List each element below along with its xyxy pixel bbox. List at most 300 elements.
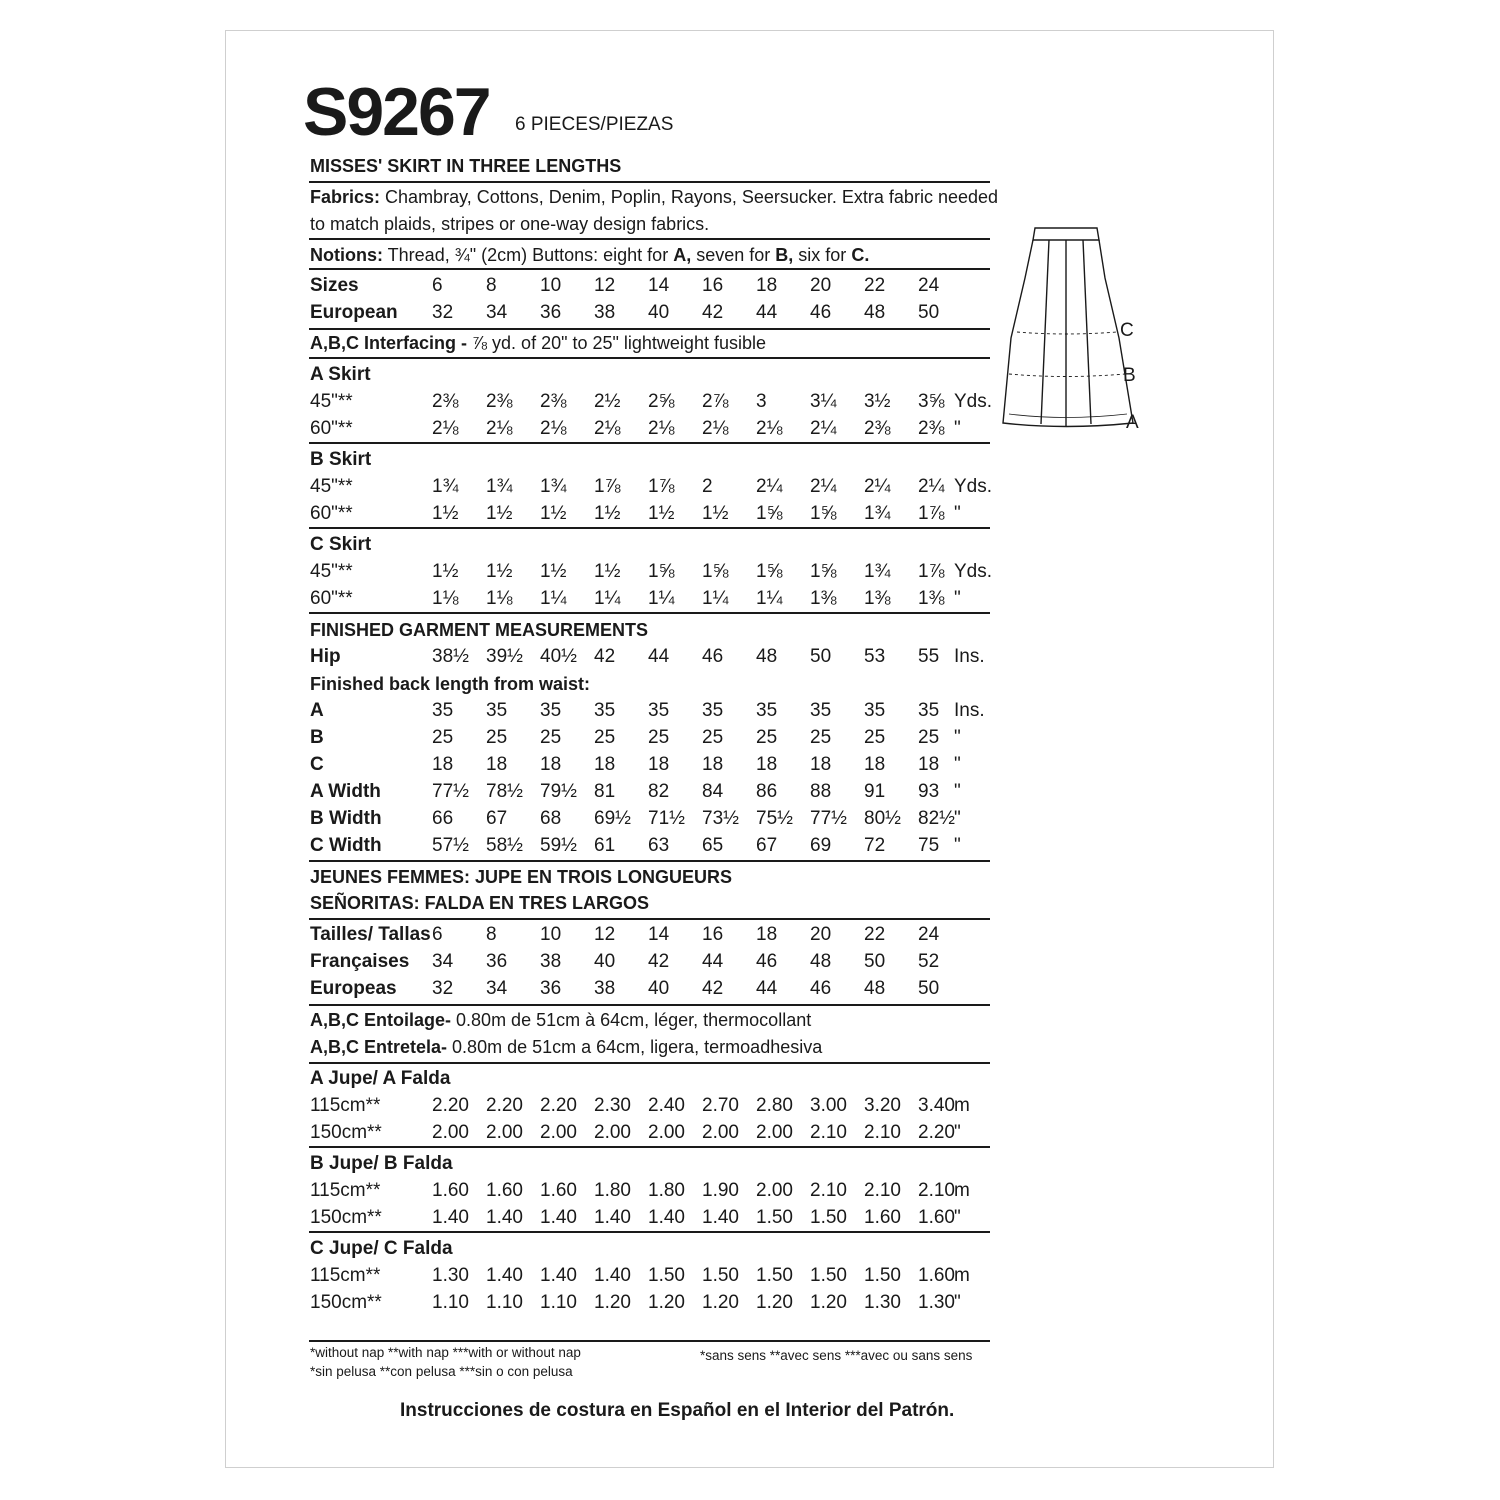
cell-value: 6 [432,275,443,296]
cell-value: 32 [432,978,454,999]
cell-value: 42 [702,978,724,999]
finished-measurements-title: FINISHED GARMENT MEASUREMENTS [310,620,649,640]
cell-value: 25 [540,727,562,748]
cell-value: 46 [810,302,832,323]
cell-value: 69½ [594,808,631,829]
cell-value: 1½ [594,561,621,582]
cell-value: 1.10 [540,1292,577,1313]
view-a-label: A [1126,412,1139,433]
cell-value: 71½ [648,808,685,829]
instructions-note: Instrucciones de costura en Español en el Interior del Patrón. [400,1400,955,1421]
row-label: C [310,754,324,775]
cell-value: 2¼ [864,476,891,497]
cell-value: 86 [756,781,778,802]
cell-value: 18 [432,754,454,775]
cell-value: 1.50 [864,1265,901,1286]
cell-value: 44 [756,302,778,323]
cell-value: 22 [864,275,886,296]
cell-value: 2.00 [432,1122,469,1143]
cell-value: 93 [918,781,940,802]
cell-value: 1⅝ [756,503,783,524]
cell-value: 1⅜ [810,588,837,609]
cell-value: 2⅜ [864,418,891,439]
cell-value: 18 [648,754,670,775]
yardage-block-title: A Skirt [310,364,371,385]
cell-value: 18 [756,275,778,296]
cell-value: 1.60 [864,1207,901,1228]
cell-value: 8 [486,275,497,296]
cell-value: 25 [432,727,454,748]
cell-value: 38 [540,951,562,972]
cell-value: 12 [594,275,616,296]
cell-value: 2.40 [648,1095,685,1116]
cell-value: 1.20 [810,1292,847,1313]
row-label: 115cm** [310,1095,381,1116]
cell-value: 3¼ [810,391,837,412]
cell-value: 73½ [702,808,739,829]
cell-value: 2.00 [594,1122,631,1143]
notions-view-b: B, [775,245,794,265]
cell-value: 16 [702,275,724,296]
cell-value: 42 [702,302,724,323]
cell-value: 1⅝ [756,561,783,582]
row-unit: " [954,588,961,609]
cell-value: 35 [810,700,832,721]
cell-value: 2¼ [918,476,945,497]
cell-value: 44 [648,646,670,667]
cell-value: 18 [594,754,616,775]
cell-value: 2⅜ [486,391,513,412]
divider [309,181,990,183]
row-unit: " [954,503,961,524]
metric-block-title: A Jupe/ A Falda [310,1068,451,1089]
cell-value: 1⅞ [918,561,945,582]
skirt-outline [1003,240,1133,427]
cell-value: 2.10 [918,1180,955,1201]
cell-value: 10 [540,275,562,296]
cell-value: 34 [486,978,508,999]
cell-value: 35 [918,700,940,721]
cell-value: 1.40 [540,1207,577,1228]
cell-value: 53 [864,646,886,667]
row-label: Françaises [310,951,410,972]
footnote-english: *without nap **with nap ***with or without nap [310,1345,581,1360]
cell-value: 2 [702,476,713,497]
length-c-line [1017,332,1117,334]
cell-value: 25 [702,727,724,748]
cell-value: 32 [432,302,454,323]
cell-value: 1.30 [864,1292,901,1313]
cell-value: 50 [864,951,886,972]
length-b-line [1009,374,1125,377]
cell-value: 3.00 [810,1095,847,1116]
row-unit: m [954,1180,970,1201]
cell-value: 1.10 [486,1292,523,1313]
cell-value: 2⅜ [540,391,567,412]
cell-value: 8 [486,924,497,945]
cell-value: 25 [864,727,886,748]
cell-value: 1½ [540,561,567,582]
cell-value: 24 [918,275,940,296]
divider [309,1062,990,1064]
row-label: 45"** [310,476,353,497]
cell-value: 1.40 [702,1207,739,1228]
cell-value: 1.20 [594,1292,631,1313]
cell-value: 10 [540,924,562,945]
row-unit: Yds. [954,391,993,412]
entoilage-line [310,1010,811,1031]
divider [309,328,990,330]
row-unit: Yds. [954,476,993,497]
row-label: 150cm** [310,1292,382,1313]
cell-value: 35 [594,700,616,721]
cell-value: 36 [540,978,562,999]
row-unit: Ins. [954,700,985,721]
cell-value: 63 [648,835,670,856]
notions-label: Notions: [310,245,383,265]
cell-value: 2.10 [810,1180,847,1201]
cell-value: 25 [594,727,616,748]
cell-value: 72 [864,835,886,856]
cell-value: 1½ [432,561,459,582]
cell-value: 1¼ [702,588,729,609]
cell-value: 20 [810,924,832,945]
divider [309,1231,990,1233]
cell-value: 35 [864,700,886,721]
cell-value: 1¾ [540,476,567,497]
cell-value: 1⅝ [810,561,837,582]
row-label: Tailles/ Tallas [310,924,431,945]
cell-value: 3.40 [918,1095,955,1116]
divider [309,357,990,359]
cell-value: 1.40 [594,1207,631,1228]
entretela-text: 0.80m de 51cm a 64cm, ligera, termoadhesiva [452,1037,823,1057]
row-label: 115cm** [310,1180,381,1201]
cell-value: 25 [648,727,670,748]
yardage-block-title: C Skirt [310,534,372,555]
row-label: 115cm** [310,1265,381,1286]
cell-value: 18 [864,754,886,775]
row-label: B Width [310,808,382,829]
divider [309,1004,990,1006]
row-unit: " [954,418,961,439]
cell-value: 2⅞ [702,391,729,412]
divider [309,268,990,270]
cell-value: 18 [810,754,832,775]
cell-value: 82 [648,781,670,802]
cell-value: 81 [594,781,616,802]
cell-value: 1.30 [432,1265,469,1286]
cell-value: 1½ [702,503,729,524]
cell-value: 25 [810,727,832,748]
view-b-label: B [1123,365,1136,386]
cell-value: 1.50 [810,1265,847,1286]
cell-value: 1.40 [540,1265,577,1286]
row-label: Sizes [310,275,359,296]
cell-value: 3½ [864,391,891,412]
row-label: 45"** [310,391,353,412]
cell-value: 24 [918,924,940,945]
cell-value: 14 [648,924,670,945]
cell-value: 38½ [432,646,469,667]
yardage-block-title: B Skirt [310,449,372,470]
cell-value: 1⅛ [432,588,459,609]
cell-value: 1.60 [918,1265,955,1286]
cell-value: 2.10 [864,1180,901,1201]
cell-value: 1¾ [864,561,891,582]
row-unit: " [954,835,961,856]
cell-value: 6 [432,924,443,945]
cell-value: 1.20 [756,1292,793,1313]
cell-value: 77½ [432,781,469,802]
row-unit: " [954,754,961,775]
cell-value: 1.50 [810,1207,847,1228]
cell-value: 2⅜ [918,418,945,439]
cell-value: 48 [864,302,886,323]
row-unit: " [954,808,961,829]
cell-value: 3 [756,391,767,412]
row-label: B [310,727,324,748]
cell-value: 36 [540,302,562,323]
cell-value: 1.60 [540,1180,577,1201]
cell-value: 36 [486,951,508,972]
cell-value: 50 [918,302,940,323]
row-unit: " [954,1292,961,1313]
french-title: JEUNES FEMMES: JUPE EN TROIS LONGUEURS [310,867,733,887]
cell-value: 88 [810,781,832,802]
interfacing-text: ⅞ yd. of 20" to 25" lightweight fusible [472,333,766,353]
cell-value: 1¾ [864,503,891,524]
cell-value: 2.00 [702,1122,739,1143]
cell-value: 82½ [918,808,955,829]
row-label: Europeas [310,978,397,999]
cell-value: 48 [864,978,886,999]
cell-value: 38 [594,302,616,323]
cell-value: 61 [594,835,616,856]
cell-value: 1.40 [432,1207,469,1228]
notions-view-a: A, [673,245,692,265]
cell-value: 1⅞ [918,503,945,524]
notions-text-3: six for [798,245,847,265]
cell-value: 65 [702,835,724,856]
cell-value: 2⅛ [486,418,513,439]
entretela-label: A,B,C Entretela- [310,1037,448,1057]
cell-value: 1.80 [594,1180,631,1201]
cell-value: 42 [648,951,670,972]
cell-value: 25 [486,727,508,748]
back-length-title: Finished back length from waist: [310,674,591,694]
row-label: 150cm** [310,1122,382,1143]
pattern-code: S9267 [303,74,490,150]
cell-value: 75 [918,835,940,856]
cell-value: 77½ [810,808,847,829]
cell-value: 2⅛ [594,418,621,439]
cell-value: 40 [648,978,670,999]
cell-value: 39½ [486,646,523,667]
cell-value: 22 [864,924,886,945]
cell-value: 1½ [540,503,567,524]
fabrics-text-2: to match plaids, stripes or one-way design fabrics. [310,214,710,234]
cell-value: 1.40 [648,1207,685,1228]
row-label: 150cm** [310,1207,382,1228]
cell-value: 1.30 [918,1292,955,1313]
spanish-title: SEÑORITAS: FALDA EN TRES LARGOS [310,893,650,913]
row-label: 45"** [310,561,353,582]
row-unit: m [954,1265,970,1286]
entoilage-label: A,B,C Entoilage- [310,1010,452,1030]
cell-value: 57½ [432,835,469,856]
cell-value: 2.30 [594,1095,631,1116]
row-label: C Width [310,835,382,856]
cell-value: 67 [486,808,508,829]
cell-value: 1.60 [432,1180,469,1201]
cell-value: 2.10 [864,1122,901,1143]
cell-value: 2.00 [756,1180,793,1201]
metric-block-title: B Jupe/ B Falda [310,1153,453,1174]
cell-value: 35 [702,700,724,721]
divider [309,1146,990,1148]
cell-value: 78½ [486,781,523,802]
cell-value: 1.40 [594,1265,631,1286]
cell-value: 66 [432,808,454,829]
cell-value: 2.20 [486,1095,523,1116]
row-unit: Ins. [954,646,985,667]
cell-value: 40 [594,951,616,972]
cell-value: 18 [540,754,562,775]
cell-value: 50 [810,646,832,667]
cell-value: 58½ [486,835,523,856]
cell-value: 52 [918,951,940,972]
cell-value: 2.20 [540,1095,577,1116]
cell-value: 1.60 [918,1207,955,1228]
cell-value: 2⅛ [702,418,729,439]
cell-value: 1.50 [702,1265,739,1286]
cell-value: 2¼ [810,476,837,497]
cell-value: 1.20 [702,1292,739,1313]
notions-line [310,245,869,266]
cell-value: 38 [594,978,616,999]
cell-value: 1¼ [540,588,567,609]
row-unit: " [954,1122,961,1143]
footnote-french: *sans sens **avec sens ***avec ou sans sens [700,1348,973,1363]
row-label: Hip [310,646,341,667]
cell-value: 1⅝ [648,561,675,582]
cell-value: 2.10 [810,1122,847,1143]
cell-value: 34 [432,951,454,972]
row-unit: " [954,1207,961,1228]
cell-value: 35 [432,700,454,721]
cell-value: 35 [756,700,778,721]
cell-value: 1.50 [756,1265,793,1286]
cell-value: 46 [702,646,724,667]
cell-value: 1.50 [756,1207,793,1228]
cell-value: 1½ [648,503,675,524]
cell-value: 2.00 [756,1122,793,1143]
divider [309,1340,990,1342]
cell-value: 44 [702,951,724,972]
cell-value: 25 [756,727,778,748]
cell-value: 80½ [864,808,901,829]
cell-value: 14 [648,275,670,296]
divider [309,918,990,920]
cell-value: 35 [540,700,562,721]
cell-value: 35 [648,700,670,721]
cell-value: 1½ [486,503,513,524]
cell-value: 40 [648,302,670,323]
cell-value: 1½ [486,561,513,582]
cell-value: 2.80 [756,1095,793,1116]
fabrics-line-1 [310,187,998,208]
cell-value: 1¼ [594,588,621,609]
fabrics-label: Fabrics: [310,187,381,207]
cell-value: 2.00 [648,1122,685,1143]
cell-value: 1¼ [648,588,675,609]
cell-value: 50 [918,978,940,999]
row-unit: " [954,727,961,748]
divider [309,860,990,862]
pattern-title: MISSES' SKIRT IN THREE LENGTHS [310,156,622,176]
cell-value: 1.50 [648,1265,685,1286]
cell-value: 1.90 [702,1180,739,1201]
notions-text-2: seven for [696,245,771,265]
cell-value: 16 [702,924,724,945]
notions-view-c: C. [851,245,870,265]
cell-value: 1½ [594,503,621,524]
cell-value: 1⅜ [918,588,945,609]
cell-value: 84 [702,781,724,802]
cell-value: 1.40 [486,1265,523,1286]
cell-value: 2¼ [810,418,837,439]
cell-value: 1.20 [648,1292,685,1313]
cell-value: 75½ [756,808,793,829]
cell-value: 18 [486,754,508,775]
view-c-label: C [1120,320,1134,341]
cell-value: 1¼ [756,588,783,609]
cell-value: 1⅞ [594,476,621,497]
cell-value: 69 [810,835,832,856]
cell-value: 1⅞ [648,476,675,497]
cell-value: 34 [486,302,508,323]
row-unit: m [954,1095,970,1116]
cell-value: 1.40 [486,1207,523,1228]
cell-value: 3.20 [864,1095,901,1116]
row-label: A Width [310,781,381,802]
cell-value: 46 [756,951,778,972]
row-unit: " [954,781,961,802]
piece-count: 6 PIECES/PIEZAS [515,114,674,135]
cell-value: 35 [486,700,508,721]
cell-value: 3⅝ [918,391,945,412]
cell-value: 48 [810,951,832,972]
cell-value: 59½ [540,835,577,856]
cell-value: 2½ [594,391,621,412]
cell-value: 46 [810,978,832,999]
footnote-spanish: *sin pelusa **con pelusa ***sin o con pelusa [310,1364,573,1379]
cell-value: 18 [756,754,778,775]
cell-value: 2¼ [756,476,783,497]
row-label: 60"** [310,588,353,609]
cell-value: 1⅜ [864,588,891,609]
cell-value: 1¾ [432,476,459,497]
cell-value: 18 [918,754,940,775]
row-label: European [310,302,398,323]
cell-value: 91 [864,781,886,802]
cell-value: 68 [540,808,562,829]
fabrics-text-1: Chambray, Cottons, Denim, Poplin, Rayons, Seersucker. Extra fabric needed [385,187,999,207]
cell-value: 1⅝ [702,561,729,582]
cell-value: 79½ [540,781,577,802]
metric-block-title: C Jupe/ C Falda [310,1238,453,1259]
